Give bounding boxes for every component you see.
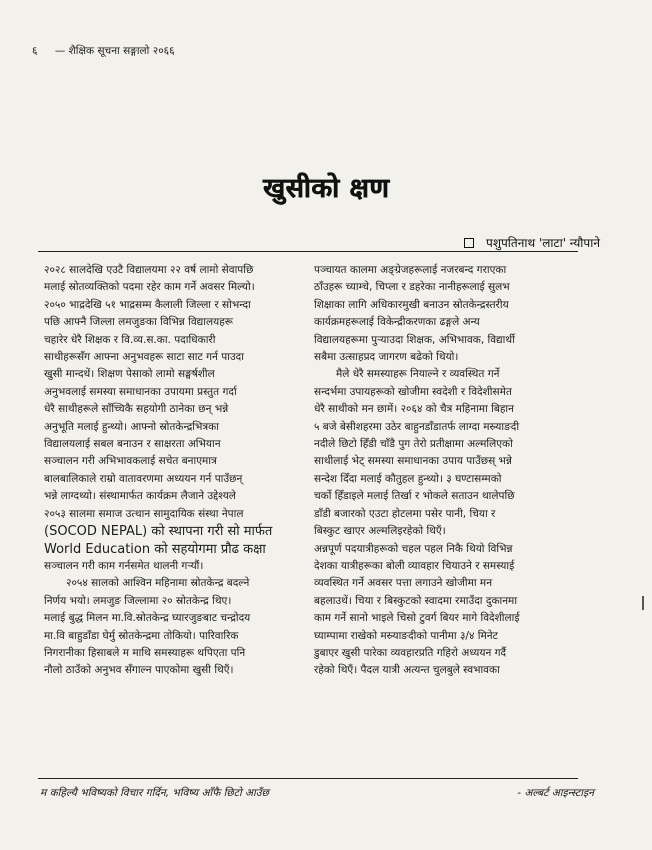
text-line: साथीहरूसँग आफ्ना अनुभवहरू साटा साट गर्न पाउदा [44,351,244,364]
text-line: अनुभूति मलाई हुन्थ्यो। आफ्नो स्रोतकेन्द्रभित्रका [44,420,219,433]
text-line: बहलाउथें। चिया र बिस्कुटको स्वादमा रमाउँदा दुकानमा [314,594,518,607]
text-line: मलाई स्रोतव्यक्तिको पदमा रहेर काम गर्ने अवसर मिल्यो। [44,281,255,294]
text-line: घ्याम्पामा राखेको मस्र्याङदीको पानीमा ३/४ मिनेट [314,629,498,642]
text-line: सबैमा उत्साहप्रद जागरण बढेको थियो। [314,351,459,364]
text-line: बालबालिकाले राम्रो वातावरणमा अध्ययन गर्न पाउँछन् [44,472,243,485]
page-number: ६ [32,45,38,57]
text-line: चहारेर धेरै शिक्षक र वि.व्य.स.का. पदाधिकारी [44,333,216,346]
text-line: काम गर्ने सानो भाइले चिसो टुवर्ग बियर मागे विदेशीलाई [314,612,520,625]
text-line: मा.वि बाहुडाँडा घेर्मु स्रोतकेन्द्रमा तोकियो। पारिवारिक [44,629,239,642]
text-line: २०५० भाद्रदेखि ५१ भाद्रसम्म कैलाली जिल्ला र सोभन्दा [44,298,251,311]
text-line: पञ्चायत कालमा अङ्ग्रेजहरूलाई नजरबन्द गराएका [314,264,507,276]
author-byline [464,234,600,251]
text-line: डाँडी बजारको एउटा होटलमा पसेर पानी, चिया र [314,507,496,520]
text-line: सञ्चालन गरी अभिभावकलाई सचेत बनाएमात्र [44,455,217,468]
text-line: (SOCOD NEPAL) को स्थापना गरी सो मार्फत [44,524,273,540]
text-line: बिस्कुट खाएर अल्मलिइरहेको थिएँ। [314,525,446,538]
footer-quote: म कहिल्यै भविष्यको विचार गर्दिन, भविष्य आँफै छिटो आउँछ [40,787,269,799]
text-line: धेरै साथीहरूले साँच्चिकै सहयोगी ठानेका छन् भन्ने [44,403,229,416]
text-line: २०२८ सालदेखि एउटै विद्यालयमा २२ वर्ष लामो सेवापछि [44,264,254,276]
top-rule [38,251,578,252]
author-name: पशुपतिनाथ 'लाटा' न्यौपाने [486,236,600,250]
text-line: कार्यक्रमहरूलाई विकेन्द्रीकरणका ढङ्गले अन्य [314,316,480,329]
text-line: नदीले छिटो हिँडी चाँडै पुग तेरो प्रतीक्षामा अल्मलिएको [314,438,513,451]
text-line: अनुभवलाई समस्या समाधानका उपायमा प्रस्तुत गर्दा [44,385,237,398]
text-line: देशका यात्रीहरूका बोली व्यावहार चियाउने र समस्याई [314,559,515,572]
text-line: सन्दर्भमा उपायहरूको खोजीमा स्वदेशी र विदेशीसमेत [314,385,512,398]
text-line: २०५३ सालमा समाज उत्थान सामुदायिक संस्था नेपाल [44,507,244,520]
text-line: विद्यालयहरूमा पुर्‍याउदा शिक्षक, अभिभावक, विद्यार्थी [314,333,515,346]
text-line: निर्णय भयो। लमजुङ जिल्लामा २० स्रोतकेन्द्र थिए। [44,594,232,607]
footer-quote-author: - अल्बर्ट आइन्स्टाइन [517,787,594,799]
bottom-rule [38,778,578,779]
text-line: निगरानीका हिसाबले म माथि समस्याहरू थपिएता पनि [44,646,246,659]
text-line: भन्ने लाग्दथ्यो। संस्थामार्फत कार्यक्रम लैजाने उद्देश्यले [44,490,236,503]
text-line: ठाँउहरू च्याम्चे, चिप्ला र डहरेका नानीहरूलाई सुलभ [314,281,510,294]
text-line: पछि आफ्नै जिल्ला लमजुङका विभिन्न विद्यालयहरू [44,316,233,329]
left-column [44,262,306,680]
text-line: सन्देश दिँदा मलाई कौतुहल हुन्थ्यो। ३ घण्टासम्मको [314,472,502,485]
text-line: World Education को सहयोगमा प्रौढ कक्षा [44,541,266,557]
text-line: डुबाएर खुसी पारेका व्यवहारप्रति गहिरो अध्ययन गर्दै [314,646,507,659]
margin-scan-mark [642,596,644,610]
article-title: खुसीको क्षण [262,173,390,204]
text-line: खुसी मान्दथें। शिक्षण पेसाको लामो सङ्घर्षशील [44,368,215,381]
right-column [314,262,582,680]
text-line: साथीलाई भेट् समस्या समाधानका उपाय पाउँछस् भन्ने [314,455,512,468]
text-line: ५ बजे बेसीशहरमा उठेर बाहुनडाँडातर्फ लाग्दा मस्र्याङदी [314,420,520,433]
text-line: मैले धेरै समस्याहरू नियाल्ने र व्यवस्थित गर्ने [336,368,500,381]
text-line: विद्यालयलाई सबल बनाउन र साक्षरता अभियान [44,438,221,451]
checkbox-square-icon [464,238,474,248]
text-line: अन्नपूर्ण पदयात्रीहरूको चहल पहल निकै थियो विभिन्न [314,542,513,555]
text-line: शिक्षाका लागि अधिकारमुखी बनाउन स्रोतकेन्द्रस्तरीय [314,298,509,311]
running-header [32,44,175,58]
running-title: — शैक्षिक सूचना सङ्गालो २०६६ [54,45,175,57]
text-line: मलाई बुद्ध मिलन मा.वि.स्रोतकेन्द्र घ्यारजुङबाट चन्द्रोदय [44,612,251,625]
text-line: धेरै साथीको मन छामें। २०६४ को चैत्र महिनामा बिहान [314,403,514,416]
text-line: व्यवस्थित गर्ने अवसर पत्ता लगाउने खोजीमा मन [314,577,493,590]
text-line: नौलो ठाउँको अनुभव सँगाल्न पाएकोमा खुसी थिएँ। [44,664,234,677]
text-line: चर्को हिँडाइले मलाई तिर्खा र भोकले सताउन थालेपछि [314,490,515,503]
text-line: सञ्चालन गरी काम गर्नसमेत थालनी गर्‍यौं। [44,559,204,572]
text-line: २०५४ सालको आश्विन महिनामा स्रोतकेन्द्र बदल्ने [66,577,250,590]
text-line: रहेको थिएँ। पैदल यात्री अत्यन्त चुलबुले स्वभावका [314,664,500,677]
